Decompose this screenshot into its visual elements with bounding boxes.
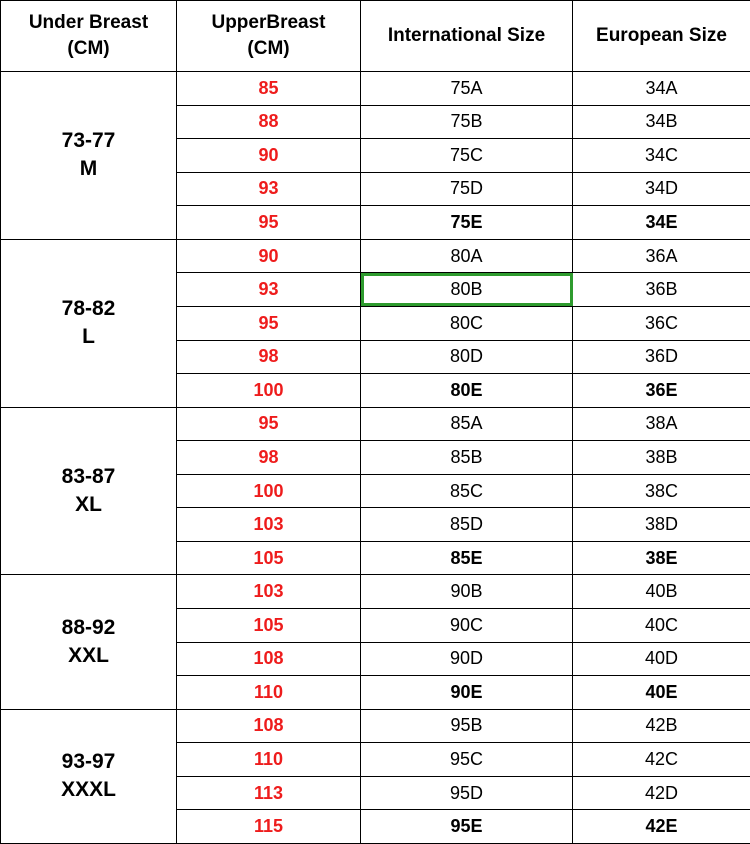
- table-row: [1, 407, 750, 441]
- international-size-cell: 85C: [361, 474, 573, 508]
- international-size-cell: 80C: [361, 306, 573, 340]
- header-line-1: International Size: [387, 25, 546, 47]
- european-size-cell: 40C: [573, 609, 750, 643]
- european-size-cell: 34C: [573, 139, 750, 173]
- under-breast-range: 93-97: [61, 750, 116, 773]
- header-line-2: (CM): [67, 38, 110, 59]
- column-header-under-breast: [1, 1, 177, 72]
- under-breast-range: 78-82: [61, 296, 116, 320]
- european-size-cell: 42C: [573, 743, 750, 777]
- european-size-cell: 42B: [573, 709, 750, 743]
- european-size-cell: 34B: [573, 105, 750, 139]
- european-size-cell: 34E: [573, 206, 750, 240]
- upper-breast-cell: 93: [177, 273, 361, 307]
- european-size-cell: 40E: [573, 676, 750, 710]
- under-breast-group-cell: [1, 575, 177, 709]
- upper-breast-cell: 90: [177, 139, 361, 173]
- european-size-cell: 34D: [573, 172, 750, 206]
- upper-breast-cell: 100: [177, 474, 361, 508]
- size-letter: XXXL: [61, 778, 116, 802]
- international-size-cell: 75C: [361, 139, 573, 173]
- international-size-cell: 75D: [361, 172, 573, 206]
- table-header: [1, 1, 750, 72]
- upper-breast-cell: 115: [177, 810, 361, 844]
- upper-breast-cell: 100: [177, 374, 361, 408]
- under-breast-group-cell: [1, 407, 177, 575]
- column-header-international-size: [361, 1, 573, 72]
- european-size-cell: 36C: [573, 306, 750, 340]
- international-size-cell: 90B: [361, 575, 573, 609]
- european-size-cell: 42D: [573, 776, 750, 810]
- table-row: [1, 575, 750, 609]
- international-size-cell-selected: 80B: [361, 273, 573, 307]
- international-size-cell: 85A: [361, 407, 573, 441]
- european-size-cell: 36A: [573, 239, 750, 273]
- column-header-upper-breast: [177, 1, 361, 72]
- international-size-cell: 75E: [361, 206, 573, 240]
- european-size-cell: 36E: [573, 374, 750, 408]
- european-size-cell: 38E: [573, 541, 750, 575]
- international-size-cell: 95B: [361, 709, 573, 743]
- european-size-cell: 38D: [573, 508, 750, 542]
- column-header-european-size: [573, 1, 750, 72]
- upper-breast-cell: 93: [177, 172, 361, 206]
- upper-breast-cell: 110: [177, 743, 361, 777]
- european-size-cell: 40D: [573, 642, 750, 676]
- size-letter: M: [79, 157, 98, 181]
- upper-breast-cell: 103: [177, 508, 361, 542]
- header-row: [1, 1, 750, 72]
- international-size-cell: 80D: [361, 340, 573, 374]
- header-line-1: Under Breast: [28, 12, 149, 34]
- international-size-cell: 80A: [361, 239, 573, 273]
- upper-breast-cell: 98: [177, 441, 361, 475]
- european-size-cell: 36D: [573, 340, 750, 374]
- upper-breast-cell: 105: [177, 541, 361, 575]
- under-breast-range: 73-77: [61, 129, 116, 153]
- european-size-cell: 38A: [573, 407, 750, 441]
- under-breast-group-cell: [1, 709, 177, 843]
- upper-breast-cell: 98: [177, 340, 361, 374]
- european-size-cell: 36B: [573, 273, 750, 307]
- international-size-cell: 85D: [361, 508, 573, 542]
- international-size-cell: 95C: [361, 743, 573, 777]
- upper-breast-cell: 95: [177, 407, 361, 441]
- international-size-cell: 95D: [361, 776, 573, 810]
- international-size-cell: 90D: [361, 642, 573, 676]
- european-size-cell: 34A: [573, 72, 750, 106]
- upper-breast-cell: 103: [177, 575, 361, 609]
- header-line-1: UpperBreast: [211, 12, 326, 34]
- table-body: [1, 72, 750, 844]
- header-line-2: (CM): [247, 38, 290, 59]
- upper-breast-cell: 88: [177, 105, 361, 139]
- upper-breast-cell: 90: [177, 239, 361, 273]
- upper-breast-cell: 108: [177, 709, 361, 743]
- under-breast-group-cell: [1, 239, 177, 407]
- european-size-cell: 38B: [573, 441, 750, 475]
- international-size-cell: 85E: [361, 541, 573, 575]
- international-size-cell: 75B: [361, 105, 573, 139]
- international-size-cell: 90C: [361, 609, 573, 643]
- size-letter: L: [82, 325, 95, 349]
- under-breast-group-cell: [1, 72, 177, 240]
- size-letter: XXL: [68, 644, 109, 668]
- international-size-cell: 85B: [361, 441, 573, 475]
- size-letter: XL: [75, 493, 102, 517]
- table-row: [1, 72, 750, 106]
- upper-breast-cell: 110: [177, 676, 361, 710]
- upper-breast-cell: 105: [177, 609, 361, 643]
- upper-breast-cell: 95: [177, 206, 361, 240]
- european-size-cell: 42E: [573, 810, 750, 844]
- international-size-cell: 95E: [361, 810, 573, 844]
- under-breast-range: 83-87: [61, 464, 116, 488]
- european-size-cell: 38C: [573, 474, 750, 508]
- upper-breast-cell: 108: [177, 642, 361, 676]
- european-size-cell: 40B: [573, 575, 750, 609]
- header-line-1: European Size: [596, 25, 727, 47]
- upper-breast-cell: 95: [177, 306, 361, 340]
- international-size-cell: 90E: [361, 676, 573, 710]
- international-size-cell: 75A: [361, 72, 573, 106]
- table-row: [1, 239, 750, 273]
- upper-breast-cell: 113: [177, 776, 361, 810]
- international-size-cell: 80E: [361, 374, 573, 408]
- upper-breast-cell: 85: [177, 72, 361, 106]
- table-row: [1, 709, 750, 743]
- under-breast-range: 88-92: [61, 615, 116, 639]
